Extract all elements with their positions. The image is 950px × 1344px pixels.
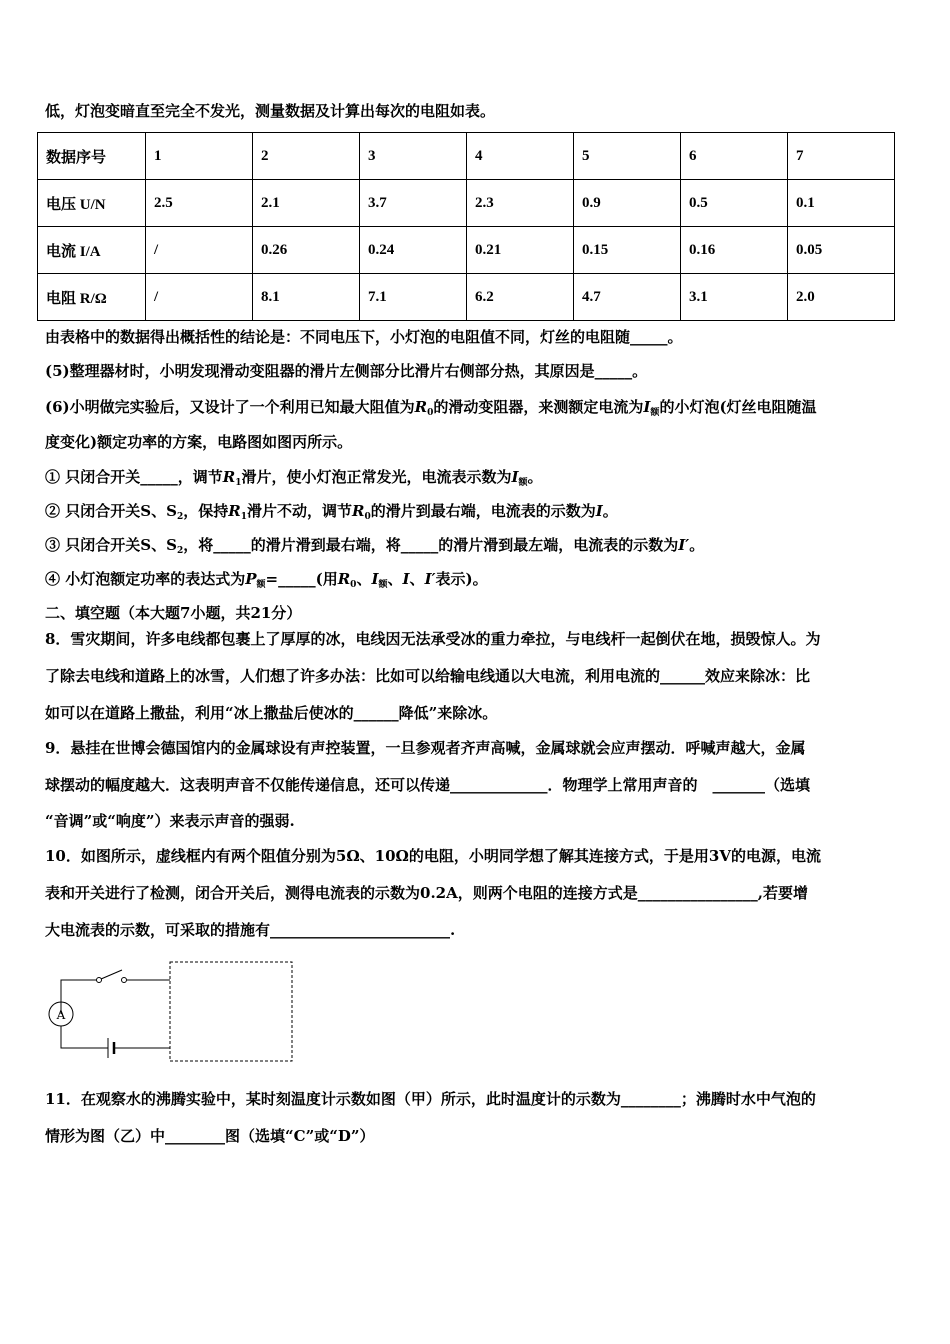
wire-top-left bbox=[61, 980, 97, 1014]
q8-line1: 8．雪灾期间，许多电线都包裹上了厚厚的冰，电线因无法承受冰的重力牵拉，与电线杆一起倒伏在地，损毁惊人。为 bbox=[45, 630, 821, 648]
subscript: 0 bbox=[364, 512, 371, 522]
q10-line2: 表和开关进行了检测，闭合开关后，测得电流表的示数为0.2A，则两个电阻的连接方式是________________,若要增 bbox=[45, 884, 808, 902]
table-cell: 6 bbox=[681, 133, 788, 180]
q7-part5: (5)整理器材时，小明发现滑动变阻器的滑片左侧部分比滑片右侧部分热，其原因是_____。 bbox=[45, 362, 648, 380]
table-cell: 3 bbox=[360, 133, 467, 180]
text: 滑片，使小灯泡正常发光，电流表示数为 bbox=[241, 468, 512, 486]
text: =_____(用 bbox=[265, 570, 338, 588]
table-row bbox=[38, 274, 895, 321]
text: 。 bbox=[527, 468, 543, 486]
table-cell: 7 bbox=[788, 133, 895, 180]
symbol: R bbox=[222, 468, 236, 486]
separator: 、 bbox=[151, 536, 167, 554]
switch-blade bbox=[101, 970, 122, 979]
row-label: 电压 U/N bbox=[38, 180, 146, 227]
wire-bottom-left bbox=[61, 1026, 108, 1048]
q11-line1: 11．在观察水的沸腾实验中，某时刻温度计示数如图（甲）所示，此时温度计的示数为________；沸腾时水中气泡的 bbox=[45, 1090, 816, 1108]
dashed-box bbox=[170, 962, 292, 1061]
q7-step4 bbox=[45, 569, 488, 595]
subscript: 0 bbox=[350, 580, 357, 590]
q7-conclusion: 由表格中的数据得出概括性的结论是：不同电压下，小灯泡的电阻值不同，灯丝的电阻随_____。 bbox=[45, 328, 683, 346]
table-cell: 6.2 bbox=[467, 274, 574, 321]
text: 的滑片到最右端，电流表的示数为 bbox=[370, 502, 596, 520]
table-row bbox=[38, 227, 895, 274]
intro-line: 低，灯泡变暗直至完全不发光，测量数据及计算出每次的电阻如表。 bbox=[45, 102, 496, 120]
text: 。 bbox=[689, 536, 705, 554]
symbol: I bbox=[643, 398, 651, 416]
table-cell: 2.1 bbox=[253, 180, 360, 227]
text: 的滑动变阻器，来测额定电流为 bbox=[433, 398, 644, 416]
text: ① 只闭合开关_____，调节 bbox=[45, 468, 223, 486]
symbol: I′ bbox=[424, 570, 436, 588]
q10-line3: 大电流表的示数，可采取的措施有________________________. bbox=[45, 921, 456, 939]
q9-line1: 9．悬挂在世博会德国馆内的金属球设有声控装置，一旦参观者齐声高喊，金属球就会应声摆动．呼喊声越大，金属 bbox=[45, 739, 806, 757]
symbol: S bbox=[140, 502, 152, 520]
row-label: 电流 I/A bbox=[38, 227, 146, 274]
text: ③ 只闭合开关 bbox=[45, 536, 141, 554]
text: ④ 小灯泡额定功率的表达式为 bbox=[45, 570, 246, 588]
table-row bbox=[38, 180, 895, 227]
q7-part6-line2: 度变化)额定功率的方案，电路图如图丙所示。 bbox=[45, 433, 353, 451]
table-cell: 3.1 bbox=[681, 274, 788, 321]
table-cell: 4.7 bbox=[574, 274, 681, 321]
separator: 、 bbox=[151, 502, 167, 520]
separator: 、 bbox=[409, 570, 425, 588]
row-label: 数据序号 bbox=[38, 133, 146, 180]
table-cell: 4 bbox=[467, 133, 574, 180]
separator: 、 bbox=[387, 570, 403, 588]
table-cell: 0.15 bbox=[574, 227, 681, 274]
table-cell: 2.0 bbox=[788, 274, 895, 321]
table-cell: 0.1 bbox=[788, 180, 895, 227]
symbol: I bbox=[402, 570, 410, 588]
table-cell: / bbox=[146, 227, 253, 274]
subscript: 额 bbox=[256, 580, 266, 590]
table-cell: 2.5 bbox=[146, 180, 253, 227]
subscript: 额 bbox=[650, 408, 660, 418]
symbol: S bbox=[166, 502, 177, 520]
symbol: S bbox=[166, 536, 177, 554]
q7-part6-line1 bbox=[45, 397, 817, 423]
table-cell: / bbox=[146, 274, 253, 321]
table-cell: 0.9 bbox=[574, 180, 681, 227]
text: ，将_____的滑片滑到最右端，将_____的滑片滑到最左端，电流表的示数为 bbox=[183, 536, 679, 554]
text: (6)小明做完实验后，又设计了一个利用已知最大阻值为 bbox=[45, 398, 415, 416]
separator: 、 bbox=[356, 570, 372, 588]
symbol: I bbox=[511, 468, 519, 486]
switch-contact bbox=[122, 978, 127, 983]
q9-line3: “音调”或“响度”）来表示声音的强弱. bbox=[45, 812, 295, 830]
table-cell: 3.7 bbox=[360, 180, 467, 227]
section-heading: 二、填空题（本大题7小题，共21分） bbox=[45, 604, 302, 622]
subscript: 1 bbox=[235, 478, 242, 488]
q10-line1: 10．如图所示，虚线框内有两个阻值分别为5Ω、10Ω的电阻，小明同学想了解其连接方式，于是用3V的电源，电流 bbox=[45, 847, 821, 865]
subscript: 2 bbox=[176, 546, 184, 556]
row-label: 电阻 R/Ω bbox=[38, 274, 146, 321]
symbol: I bbox=[595, 502, 603, 520]
q8-line3: 如可以在道路上撒盐，利用“冰上撒盐后使冰的______降低”来除冰。 bbox=[45, 704, 498, 722]
circuit-diagram bbox=[40, 958, 300, 1068]
q7-step2 bbox=[45, 501, 618, 527]
text: 的小灯泡(灯丝电阻随温 bbox=[659, 398, 817, 416]
table-cell: 5 bbox=[574, 133, 681, 180]
text: ② 只闭合开关 bbox=[45, 502, 141, 520]
table-cell: 0.16 bbox=[681, 227, 788, 274]
text: 滑片不动，调节 bbox=[246, 502, 352, 520]
text: 表示)。 bbox=[435, 570, 488, 588]
subscript: 0 bbox=[427, 408, 434, 418]
q9-line2: 球摆动的幅度越大．这表明声音不仅能传递信息，还可以传递_____________．物理学上常用声音的 _______（选填 bbox=[45, 776, 811, 794]
subscript: 额 bbox=[378, 580, 388, 590]
q8-line2: 了除去电线和道路上的冰雪，人们想了许多办法：比如可以给输电线通以大电流，利用电流的______效应来除冰：比 bbox=[45, 667, 811, 685]
table-cell: 2 bbox=[253, 133, 360, 180]
q7-step1 bbox=[45, 467, 543, 493]
symbol: R bbox=[228, 502, 241, 520]
symbol: R bbox=[414, 398, 428, 416]
switch-pivot bbox=[97, 978, 102, 983]
table-cell: 8.1 bbox=[253, 274, 360, 321]
symbol: I bbox=[371, 570, 379, 588]
text: 。 bbox=[602, 502, 618, 520]
table-cell: 0.5 bbox=[681, 180, 788, 227]
q7-step3 bbox=[45, 535, 704, 561]
table-cell: 7.1 bbox=[360, 274, 467, 321]
table-cell: 1 bbox=[146, 133, 253, 180]
ammeter-label: A bbox=[56, 1008, 66, 1022]
symbol: R bbox=[351, 502, 365, 520]
symbol: R bbox=[337, 570, 351, 588]
text: ，保持 bbox=[183, 502, 229, 520]
data-table bbox=[37, 132, 895, 321]
table-cell: 0.26 bbox=[253, 227, 360, 274]
table-cell: 0.24 bbox=[360, 227, 467, 274]
symbol: S bbox=[140, 536, 152, 554]
subscript: 2 bbox=[176, 512, 184, 522]
subscript: 额 bbox=[518, 478, 528, 488]
q11-line2: 情形为图（乙）中________图（选填“C”或“D”） bbox=[45, 1127, 375, 1145]
symbol: I′ bbox=[678, 536, 690, 554]
table-row bbox=[38, 133, 895, 180]
symbol: P bbox=[245, 570, 257, 588]
table-cell: 0.21 bbox=[467, 227, 574, 274]
table-cell: 2.3 bbox=[467, 180, 574, 227]
table-cell: 0.05 bbox=[788, 227, 895, 274]
subscript: 1 bbox=[240, 512, 247, 522]
